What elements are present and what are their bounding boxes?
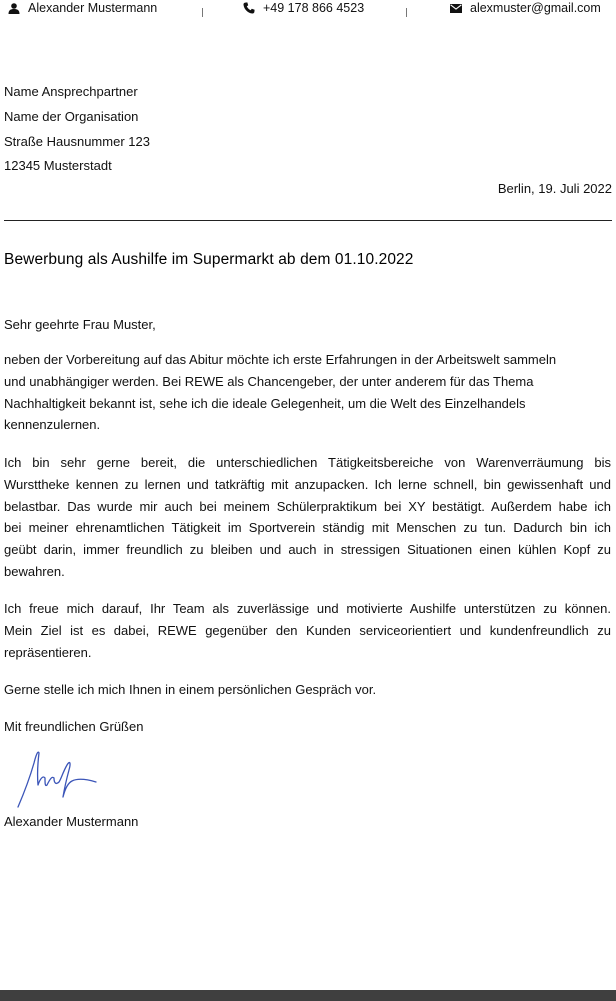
paragraph-line: geübt darin, immer freundlich zu bleiben und auch in stressigen Situationen einen kühlen Kopf zu bbox=[4, 542, 611, 558]
header-phone: +49 178 866 4523 bbox=[263, 1, 365, 15]
salutation: Sehr geehrte Frau Muster, bbox=[4, 317, 156, 332]
header-divider bbox=[202, 8, 203, 17]
recipient-city: 12345 Musterstadt bbox=[4, 158, 112, 173]
header-name-item bbox=[8, 1, 157, 15]
contact-header bbox=[0, 0, 616, 20]
paragraph-line: bei meiner ehrenamtlichen Tätigkeit im Sportverein ständig mit Menschen zu tun. Dadurch bin ich bbox=[4, 520, 611, 536]
envelope-icon bbox=[450, 4, 462, 13]
signature-name: Alexander Mustermann bbox=[4, 814, 139, 829]
paragraph-line: bewahren. bbox=[4, 563, 65, 579]
paragraph-line: neben der Vorbereitung auf das Abitur möchte ich erste Erfahrungen in der Arbeitswelt sammeln bbox=[4, 352, 557, 367]
paragraph-line: Ich freue mich darauf, Ihr Team als zuverlässige und motivierte Aushilfe unterstützen zu können. bbox=[4, 601, 611, 616]
recipient-organisation: Name der Organisation bbox=[4, 109, 139, 124]
letter-date: Berlin, 19. Juli 2022 bbox=[497, 181, 612, 196]
header-divider bbox=[406, 8, 407, 17]
letter-subject: Bewerbung als Aushilfe im Supermarkt ab dem 01.10.2022 bbox=[4, 251, 414, 268]
paragraph-line: belastbar. Das wurde mir auch bei meinem Schülerpraktikum bei XY bestätigt. Außerdem habe ich bbox=[4, 498, 611, 514]
paragraph-line: Ich bin sehr gerne bereit, die unterschiedlichen Tätigkeitsbereiche von Warenverräumung bis bbox=[4, 455, 611, 470]
body-paragraph-1 bbox=[4, 349, 611, 436]
paragraph-line: Nachhaltigkeit bekannt ist, sehe ich die ideale Gelegenheit, um die Welt des Einzelhandels bbox=[4, 395, 526, 411]
header-email: alexmuster@gmail.com bbox=[470, 1, 601, 15]
paragraph-line: und unabhängiger werden. Bei REWE als Chancengeber, der unter anderem für das Thema bbox=[4, 373, 534, 389]
paragraph-line: kennenzulernen. bbox=[4, 417, 101, 433]
paragraph-line: repräsentieren. bbox=[4, 644, 92, 660]
header-email-item bbox=[450, 1, 601, 15]
body-paragraph-3 bbox=[4, 598, 611, 663]
body-paragraph-4: Gerne stelle ich mich Ihnen in einem persönlichen Gespräch vor. bbox=[4, 682, 377, 697]
divider-line bbox=[4, 220, 612, 221]
body-paragraph-2 bbox=[4, 452, 611, 583]
paragraph-line: Wursttheke kennen zu lernen und tatkräftig mit anzupacken. Ich lerne schnell, bin gewissenhaft und bbox=[4, 476, 611, 492]
signature-image bbox=[14, 745, 104, 810]
paragraph-line: Mein Ziel ist es dabei, REWE gegenüber den Kunden serviceorientiert und kundenfreundlich zu bbox=[4, 622, 611, 638]
header-name: Alexander Mustermann bbox=[28, 1, 158, 15]
header-phone-item bbox=[243, 1, 364, 15]
closing-phrase: Mit freundlichen Grüßen bbox=[4, 719, 144, 734]
person-icon bbox=[8, 3, 20, 14]
phone-icon bbox=[243, 2, 255, 14]
footer-bar bbox=[0, 990, 616, 1001]
recipient-street: Straße Hausnummer 123 bbox=[4, 134, 150, 149]
recipient-contact-name: Name Ansprechpartner bbox=[4, 84, 138, 99]
